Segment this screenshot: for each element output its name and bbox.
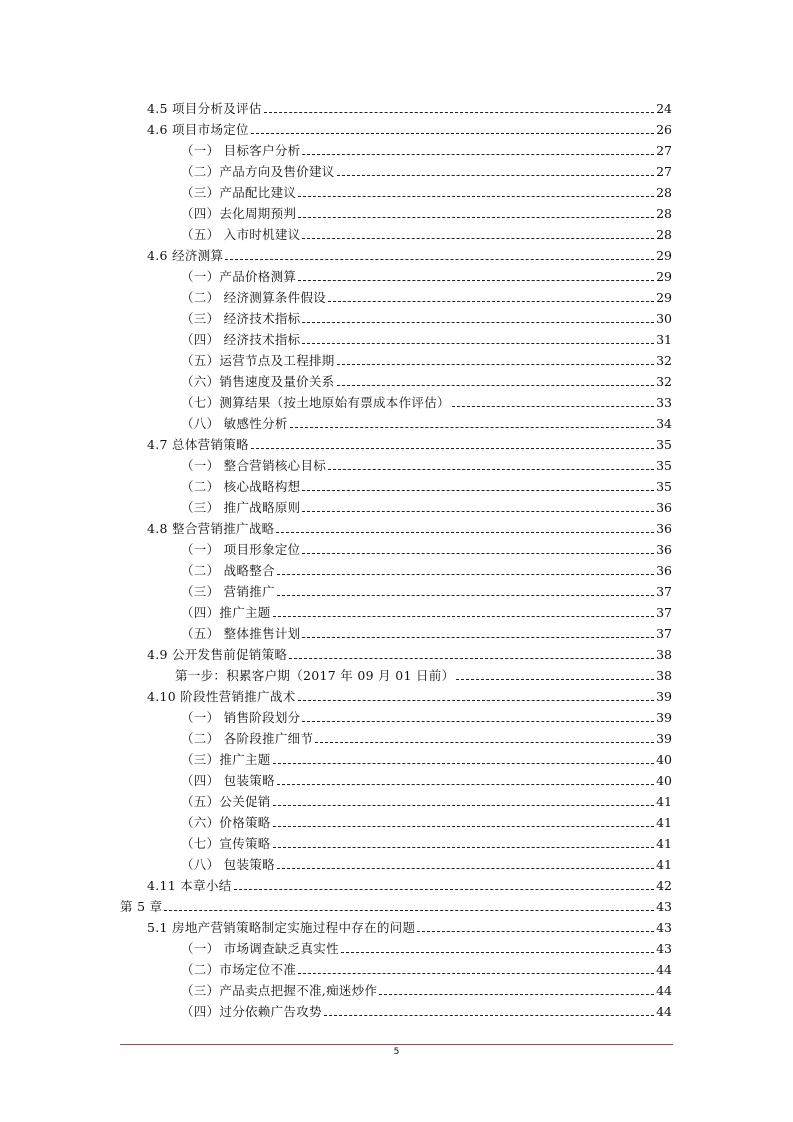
dot-leader [251, 133, 654, 134]
dot-leader [290, 427, 654, 428]
dot-leader [273, 805, 654, 806]
toc-entry[interactable] [181, 348, 672, 368]
toc-label: （六）价格策略 [181, 815, 271, 830]
toc-entry[interactable] [181, 390, 672, 410]
toc-page-number: 36 [656, 500, 672, 515]
toc-page-number: 33 [656, 395, 672, 410]
toc-label: （一） 整合营销核心目标 [181, 458, 327, 473]
dot-leader [273, 847, 654, 848]
toc-entry[interactable] [181, 810, 672, 830]
toc-label: （八） 包装策略 [181, 857, 275, 872]
dot-leader [302, 553, 654, 554]
toc-label: （二） 经济测算条件假设 [181, 290, 327, 305]
toc-label: （七）测算结果（按土地原始有票成本作评估） [181, 395, 450, 410]
toc-page-number: 29 [656, 290, 672, 305]
dot-leader [298, 973, 654, 974]
toc-page-number: 36 [656, 521, 672, 536]
toc-label: （七）宣传策略 [181, 836, 271, 851]
toc-entry[interactable] [181, 957, 672, 977]
toc-page-number: 27 [656, 143, 672, 158]
toc-entry[interactable] [181, 831, 672, 851]
dot-leader [302, 721, 654, 722]
toc-page-number: 43 [656, 941, 672, 956]
dot-leader [277, 868, 654, 869]
toc-label: （二） 战略整合 [181, 563, 275, 578]
dot-leader [417, 931, 654, 932]
toc-page-number: 35 [656, 437, 672, 452]
toc-entry[interactable] [147, 684, 672, 704]
dot-leader [302, 343, 654, 344]
toc-page-number: 37 [656, 584, 672, 599]
toc-entry[interactable] [181, 495, 672, 515]
toc-entry[interactable] [181, 138, 672, 158]
dot-leader [277, 595, 654, 596]
toc-entry[interactable] [181, 852, 672, 872]
dot-leader [273, 616, 654, 617]
toc-page-number: 37 [656, 626, 672, 641]
toc-entry[interactable] [181, 768, 672, 788]
toc-entry[interactable] [181, 411, 672, 431]
toc-label: （四） 经济技术指标 [181, 332, 301, 347]
toc-entry[interactable] [147, 516, 672, 536]
toc-label: 4.10 阶段性营销推广战术 [147, 689, 296, 704]
toc-label: （四）去化周期预判 [181, 206, 297, 221]
toc-page-number: 36 [656, 563, 672, 578]
toc-entry[interactable] [181, 222, 672, 242]
toc-label: （三）产品卖点把握不准,痴迷炒作 [181, 983, 378, 998]
toc-page-number: 38 [656, 668, 672, 683]
toc-entry[interactable] [181, 978, 672, 998]
toc-entry[interactable] [181, 747, 672, 767]
toc-page-number: 37 [656, 605, 672, 620]
toc-entry[interactable] [181, 264, 672, 284]
toc-entry[interactable] [181, 705, 672, 725]
toc-entry[interactable] [181, 453, 672, 473]
dot-leader [337, 364, 654, 365]
toc-label: （三） 推广战略原则 [181, 500, 301, 515]
toc-label: （一） 市场调查缺乏真实性 [181, 941, 339, 956]
toc-page-number: 40 [656, 752, 672, 767]
toc-page-number: 26 [656, 122, 672, 137]
dot-leader [273, 763, 654, 764]
toc-label: 5.1 房地产营销策略制定实施过程中存在的问题 [147, 920, 416, 935]
toc-label: 4.5 项目分析及评估 [147, 101, 262, 116]
toc-label: 4.11 本章小结 [147, 878, 232, 893]
footer-rule [120, 1044, 673, 1045]
dot-leader [298, 280, 654, 281]
toc-page-number: 41 [656, 794, 672, 809]
dot-leader [379, 994, 654, 995]
toc-label: 4.6 经济测算 [147, 248, 224, 263]
dot-leader [302, 490, 654, 491]
toc-page-number: 43 [656, 899, 672, 914]
toc-page-number: 38 [656, 647, 672, 662]
dot-leader [341, 952, 654, 953]
toc-entry[interactable] [181, 474, 672, 494]
toc-page-number: 39 [656, 710, 672, 725]
dot-leader [164, 910, 654, 911]
toc-label: （三） 营销推广 [181, 584, 275, 599]
dot-leader [298, 700, 655, 701]
toc-entry[interactable] [181, 558, 672, 578]
toc-page-number: 29 [656, 269, 672, 284]
toc-label: （一） 项目形象定位 [181, 542, 301, 557]
toc-label: （一） 销售阶段划分 [181, 710, 301, 725]
toc-entry[interactable] [181, 936, 672, 956]
dot-leader [456, 679, 654, 680]
dot-leader [264, 112, 654, 113]
toc-entry[interactable] [181, 285, 672, 305]
dot-leader [315, 742, 654, 743]
toc-label: （五）公关促销 [181, 794, 271, 809]
dot-leader [302, 511, 654, 512]
dot-leader [289, 658, 654, 659]
toc-label: （一） 目标客户分析 [181, 143, 301, 158]
toc-page-number: 32 [656, 353, 672, 368]
toc-entry[interactable] [181, 180, 672, 200]
toc-label: （二） 各阶段推广细节 [181, 731, 314, 746]
toc-label: 第一步：积累客户期（2017 年 09 月 01 日前） [175, 668, 455, 683]
toc-page-number: 40 [656, 773, 672, 788]
toc-page-number: 30 [656, 311, 672, 326]
toc-label: （五）运营节点及工程排期 [181, 353, 335, 368]
toc-entry[interactable] [181, 201, 672, 221]
dot-leader [302, 154, 654, 155]
toc-page-number: 44 [656, 1004, 672, 1019]
toc-entry[interactable] [120, 894, 672, 914]
toc-entry[interactable] [147, 243, 672, 263]
toc-entry[interactable] [147, 432, 672, 452]
toc-page-number: 41 [656, 857, 672, 872]
toc-entry[interactable] [181, 537, 672, 557]
dot-leader [298, 196, 654, 197]
toc-label: （二） 核心战略构想 [181, 479, 301, 494]
dot-leader [302, 637, 654, 638]
toc-page-number: 29 [656, 248, 672, 263]
toc-page-number: 36 [656, 542, 672, 557]
toc-page-number: 39 [656, 731, 672, 746]
toc-page-number: 41 [656, 815, 672, 830]
toc-label: （一）产品价格测算 [181, 269, 297, 284]
toc-entry[interactable] [147, 873, 672, 893]
toc-label: （五） 入市时机建议 [181, 227, 301, 242]
toc-entry[interactable] [147, 117, 672, 137]
toc-page-number: 42 [656, 878, 672, 893]
toc-label: 4.7 总体营销策略 [147, 437, 249, 452]
toc-page-number: 24 [656, 101, 672, 116]
toc-label: （三）推广主题 [181, 752, 271, 767]
dot-leader [302, 322, 654, 323]
toc-label: （四）过分依赖广告攻势 [181, 1004, 322, 1019]
dot-leader [328, 301, 654, 302]
toc-page-number: 44 [656, 983, 672, 998]
page-number: 5 [393, 1047, 400, 1057]
toc-entry[interactable] [175, 663, 672, 683]
toc-entry[interactable] [181, 306, 672, 326]
dot-leader [225, 259, 654, 260]
dot-leader [273, 826, 654, 827]
dot-leader [277, 784, 654, 785]
toc-label: 4.9 公开发售前促销策略 [147, 647, 288, 662]
toc-label: （二）市场定位不准 [181, 962, 297, 977]
toc-entry[interactable] [147, 915, 672, 935]
toc-page-number: 28 [656, 227, 672, 242]
toc-page-number: 27 [656, 164, 672, 179]
toc-entry[interactable] [147, 642, 672, 662]
toc-page-number: 39 [656, 689, 672, 704]
toc-page-number: 31 [656, 332, 672, 347]
dot-leader [276, 532, 654, 533]
toc-page-number: 28 [656, 206, 672, 221]
toc-entry[interactable] [181, 159, 672, 179]
toc-page-number: 28 [656, 185, 672, 200]
toc-entry[interactable] [181, 579, 672, 599]
toc-page-number: 44 [656, 962, 672, 977]
toc-entry[interactable] [181, 369, 672, 389]
toc-page-number: 35 [656, 479, 672, 494]
toc-label: 第 5 章 [120, 899, 163, 914]
dot-leader [234, 889, 655, 890]
toc-label: （三） 经济技术指标 [181, 311, 301, 326]
toc-label: （二）产品方向及售价建议 [181, 164, 335, 179]
toc-entry[interactable] [181, 327, 672, 347]
dot-leader [251, 448, 654, 449]
toc-label: 4.6 项目市场定位 [147, 122, 249, 137]
toc-label: 4.8 整合营销推广战略 [147, 521, 275, 536]
toc-label: （五） 整体推售计划 [181, 626, 301, 641]
dot-leader [337, 385, 654, 386]
toc-entry[interactable] [181, 789, 672, 809]
dot-leader [337, 175, 654, 176]
toc-entry[interactable] [147, 96, 672, 116]
dot-leader [328, 469, 654, 470]
toc-label: （四）推广主题 [181, 605, 271, 620]
toc-label: （四） 包装策略 [181, 773, 275, 788]
toc-label: （三）产品配比建议 [181, 185, 297, 200]
toc-entry[interactable] [181, 600, 672, 620]
toc-page-number: 41 [656, 836, 672, 851]
dot-leader [277, 574, 654, 575]
toc-entry[interactable] [181, 726, 672, 746]
toc-page-number: 43 [656, 920, 672, 935]
dot-leader [298, 217, 654, 218]
toc-page-number: 32 [656, 374, 672, 389]
dot-leader [452, 406, 654, 407]
toc-label: （六）销售速度及量价关系 [181, 374, 335, 389]
toc-entry[interactable] [181, 999, 672, 1019]
dot-leader [302, 238, 654, 239]
toc-page-number: 34 [656, 416, 672, 431]
toc-page-number: 35 [656, 458, 672, 473]
toc-entry[interactable] [181, 621, 672, 641]
toc-label: （八） 敏感性分析 [181, 416, 288, 431]
dot-leader [324, 1015, 654, 1016]
